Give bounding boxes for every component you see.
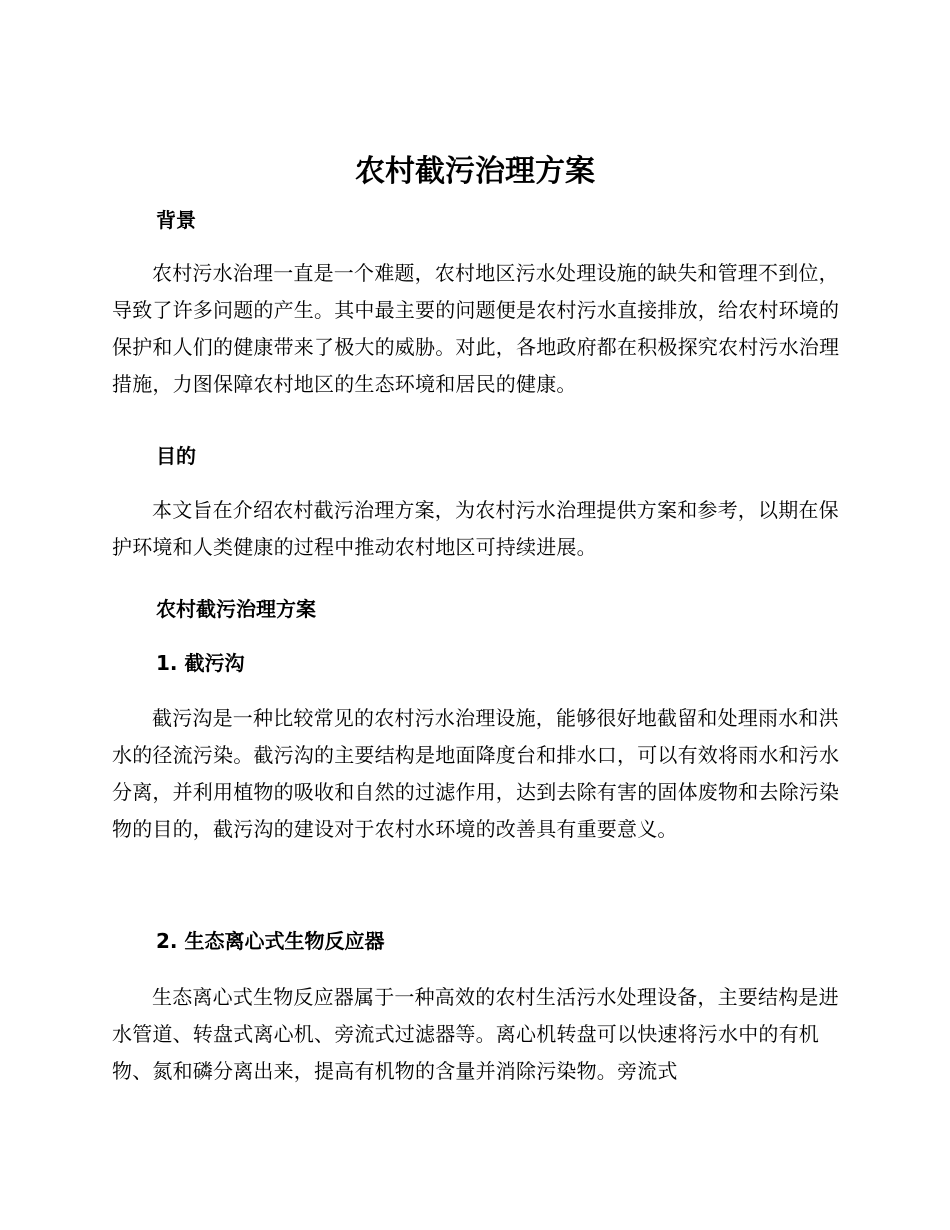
- background-heading: 背景: [156, 208, 196, 232]
- purpose-heading: 目的: [156, 444, 196, 468]
- section2-heading: 2. 生态离心式生物反应器: [156, 929, 385, 953]
- section1-paragraph: 截污沟是一种比较常见的农村污水治理设施，能够很好地截留和处理雨水和洪水的径流污染。截污沟的主要结构是地面降度台和排水口，可以有效将雨水和污水分离，并利用植物的吸收和自然的过滤作用，达到去除有害的固体废物和去除污染物的目的，截污沟的建设对于农村水环境的改善具有重要意义。: [112, 706, 840, 841]
- section2-paragraph: 生态离心式生物反应器属于一种高效的农村生活污水处理设备，主要结构是进水管道、转盘式离心机、旁流式过滤器等。离心机转盘可以快速将污水中的有机物、氮和磷分离出来，提高有机物的含量并消除污染物。旁流式: [112, 985, 839, 1083]
- section1-heading: 1. 截污沟: [156, 651, 245, 675]
- purpose-paragraph: 本文旨在介绍农村截污治理方案，为农村污水治理提供方案和参考，以期在保护环境和人类健康的过程中推动农村地区可持续进展。: [112, 498, 839, 559]
- document-title: 农村截污治理方案: [355, 154, 595, 189]
- plan-heading: 农村截污治理方案: [156, 597, 316, 621]
- background-paragraph: 农村污水治理一直是一个难题，农村地区污水处理设施的缺失和管理不到位，导致了许多问题的产生。其中最主要的问题便是农村污水直接排放，给农村环境的保护和人们的健康带来了极大的威胁。对此，各地政府都在积极探究农村污水治理措施，力图保障农村地区的生态环境和居民的健康。: [112, 261, 840, 396]
